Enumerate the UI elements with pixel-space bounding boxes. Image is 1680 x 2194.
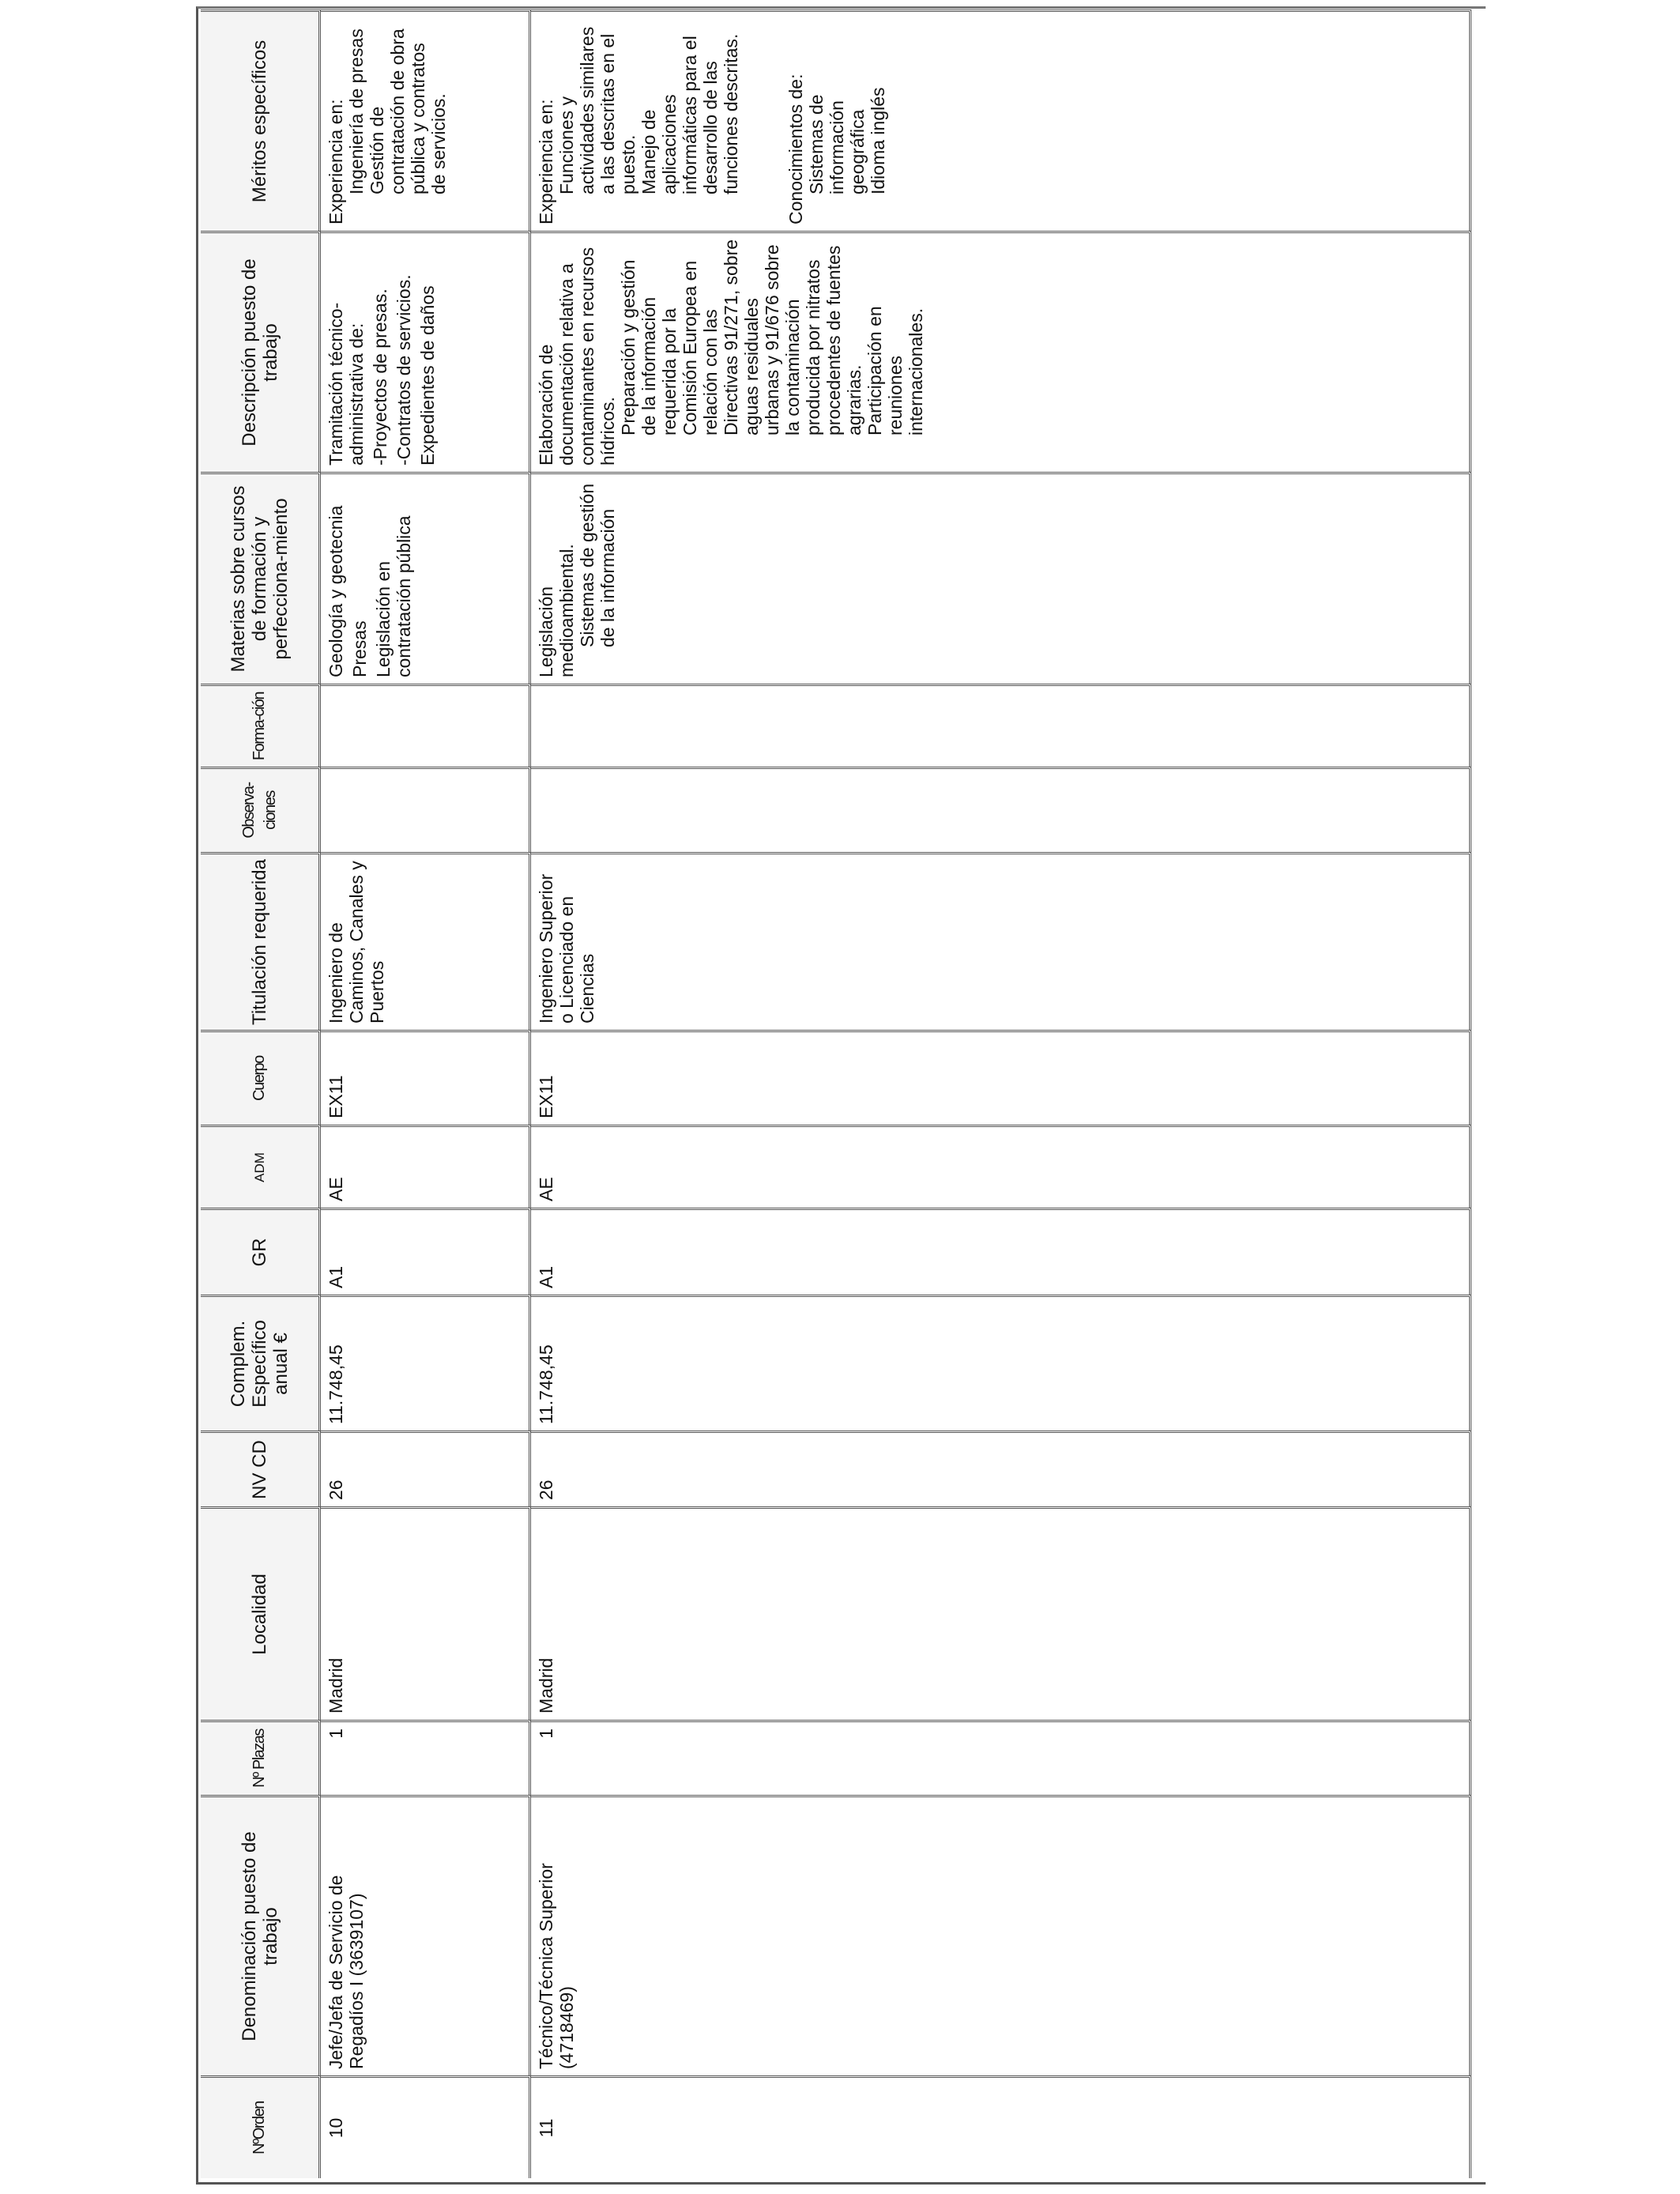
materia-item: Legislación en contratación pública <box>373 515 414 677</box>
header-nv-cd: NV CD <box>201 1431 321 1506</box>
cell-gr: A1 <box>321 1208 531 1295</box>
cell-denominacion: Técnico/Técnica Superior (4718469) <box>531 1795 1471 2075</box>
cell-titulacion: Ingeniero Superior o Licenciado en Ciencias <box>531 852 1471 1030</box>
materia-item: Presas <box>349 620 370 677</box>
header-descripcion: Descripción puesto de trabajo <box>201 231 321 472</box>
cell-nv-cd: 26 <box>321 1431 531 1506</box>
header-observaciones: Observa-ciones <box>201 767 321 852</box>
descripcion-item: Preparación y gestión de la información requerida por la Comisión Europea en relación con las Directivas 91/271, sobre aguas residuales urbanas y 91/676 sobre la contaminación producida por nitratos procedentes de fuentes agrarias. <box>618 239 864 435</box>
cell-adm: AE <box>321 1125 531 1208</box>
header-cuerpo: Cuerpo <box>201 1030 321 1125</box>
cell-localidad: Madrid <box>531 1506 1471 1720</box>
rotated-table-container <box>201 9 1481 2178</box>
header-localidad: Localidad <box>201 1506 321 1720</box>
header-gr: GR <box>201 1208 321 1295</box>
header-plazas: Nº Plazas <box>201 1720 321 1795</box>
cell-gr: A1 <box>531 1208 1471 1295</box>
materia-item: Geología y geotecnia <box>326 505 346 677</box>
header-titulacion: Titulación requerida <box>201 852 321 1030</box>
merito-item: Idioma inglés <box>868 87 888 194</box>
table-row <box>531 9 1471 2178</box>
meritos-title-2: Conocimientos de: <box>785 74 806 224</box>
cell-cuerpo: EX11 <box>531 1030 1471 1125</box>
cell-meritos <box>531 9 1471 231</box>
meritos-title: Experiencia en: <box>326 99 346 224</box>
materia-item: Legislación medioambiental. <box>536 544 577 677</box>
cell-materias <box>321 472 531 684</box>
cell-descripcion <box>321 231 531 472</box>
table-row <box>321 9 531 2178</box>
header-complemento: Complem. Específico anual € <box>201 1295 321 1431</box>
meritos-title: Experiencia en: <box>536 99 556 224</box>
cell-denominacion: Jefe/Jefa de Servicio de Regadíos I (3639107) <box>321 1795 531 2075</box>
descripcion-item: Elaboración de documentación relativa a contaminantes en recursos hídricos. <box>536 247 618 466</box>
merito-item: Ingeniería de presas <box>346 28 367 194</box>
cell-formacion <box>531 684 1471 767</box>
descripcion-item: Expedientes de daños <box>417 285 438 466</box>
cell-orden: 10 <box>321 2075 531 2178</box>
cell-descripcion <box>531 231 1471 472</box>
merito-item: Gestión de contratación de obra pública y contratos de servicios. <box>367 28 449 194</box>
materia-item: Sistemas de gestión de la información <box>577 483 618 647</box>
descripcion-item: Tramitación técnico-administrativa de: <box>326 302 367 466</box>
cell-plazas: 1 <box>321 1720 531 1795</box>
merito-item: Manejo de aplicaciones informáticas para el desarrollo de las funciones descritas. <box>638 33 741 194</box>
job-positions-table <box>201 9 1471 2178</box>
merito-item: Funciones y actividades similares a las descritas en el puesto. <box>556 26 638 194</box>
cell-adm: AE <box>531 1125 1471 1208</box>
header-adm: ADM <box>201 1125 321 1208</box>
descripcion-item: Participación en reuniones internacionales. <box>864 306 926 435</box>
merito-item: Sistemas de información geográfica <box>806 94 868 194</box>
descripcion-item: -Contratos de servicios. <box>394 274 414 466</box>
cell-complemento: 11.748,45 <box>531 1295 1471 1431</box>
cell-titulacion: Ingeniero de Caminos, Canales y Puertos <box>321 852 531 1030</box>
cell-orden: 11 <box>531 2075 1471 2178</box>
cell-observaciones <box>321 767 531 852</box>
descripcion-item: -Proyectos de presas. <box>370 288 390 466</box>
cell-meritos <box>321 9 531 231</box>
cell-formacion <box>321 684 531 767</box>
header-orden: NºOrden <box>201 2075 321 2178</box>
cell-plazas: 1 <box>531 1720 1471 1795</box>
cell-nv-cd: 26 <box>531 1431 1471 1506</box>
cell-cuerpo: EX11 <box>321 1030 531 1125</box>
cell-materias <box>531 472 1471 684</box>
cell-complemento: 11.748,45 <box>321 1295 531 1431</box>
header-row <box>201 9 321 2178</box>
header-materias: Materias sobre cursos de formación y perfecciona-miento <box>201 472 321 684</box>
cell-observaciones <box>531 767 1471 852</box>
header-meritos: Méritos específicos <box>201 9 321 231</box>
cell-localidad: Madrid <box>321 1506 531 1720</box>
header-denominacion: Denominación puesto de trabajo <box>201 1795 321 2075</box>
header-formacion: Forma-ción <box>201 684 321 767</box>
